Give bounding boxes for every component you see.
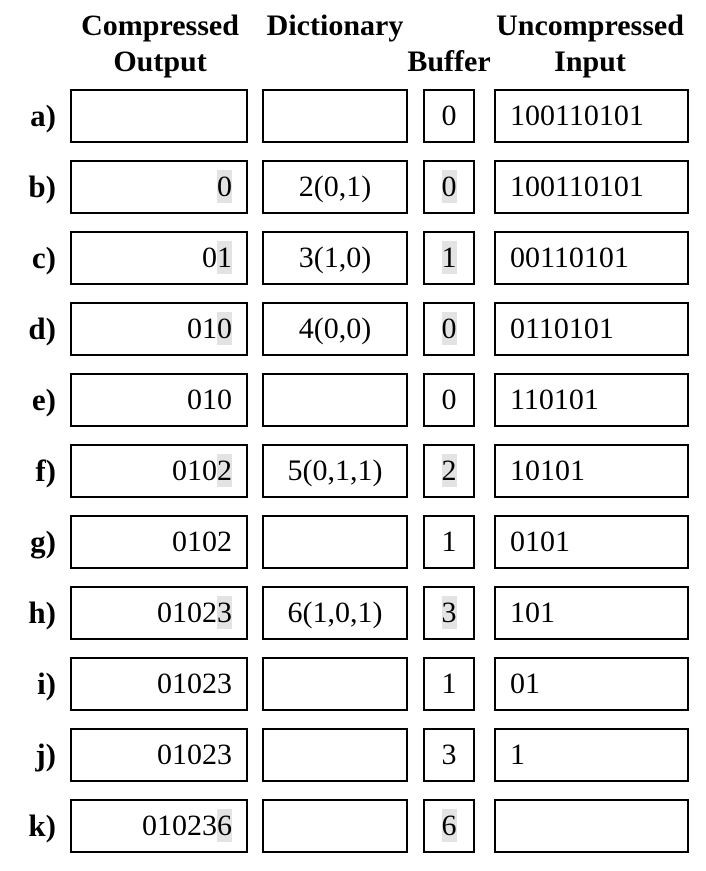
table-row — [0, 302, 706, 358]
uncompressed-input-cell — [494, 231, 689, 285]
header-buffer — [400, 44, 498, 80]
output-previous: 01023 — [157, 667, 232, 700]
uncompressed-input-cell — [494, 657, 689, 711]
output-new-symbol: 0 — [217, 170, 232, 203]
dictionary-cell — [262, 728, 408, 782]
output-previous: 0102 — [157, 596, 217, 629]
header-compressed-line1: Compressed — [81, 9, 239, 42]
compressed-output-cell — [70, 586, 248, 640]
step-label: j) — [35, 737, 56, 772]
table-row — [0, 799, 706, 855]
compressed-output-cell — [70, 728, 248, 782]
uncompressed-input-cell — [494, 799, 689, 853]
input-remaining: 1 — [510, 738, 525, 771]
input-remaining — [496, 809, 510, 842]
dictionary-entry: 6(1,0,1) — [287, 596, 383, 629]
header-compressed-line2: Output — [113, 45, 207, 78]
header-uncompressed-line1: Uncompressed — [496, 9, 684, 42]
table-row — [0, 160, 706, 216]
compressed-output-cell — [70, 799, 248, 853]
header-dictionary — [258, 8, 412, 44]
table-row — [0, 728, 706, 784]
table-row — [0, 586, 706, 642]
output-previous: 01 — [187, 312, 217, 345]
input-remaining: 10101 — [510, 454, 585, 487]
buffer-value: 6 — [441, 809, 457, 842]
output-previous: 010 — [187, 383, 232, 416]
header-buffer-label: Buffer — [407, 45, 491, 78]
dictionary-cell — [262, 302, 408, 356]
table-row — [0, 231, 706, 287]
step-label: d) — [28, 311, 56, 346]
table-row — [0, 657, 706, 713]
input-remaining: 0110101 — [510, 312, 614, 345]
buffer-cell — [423, 515, 475, 569]
buffer-cell — [423, 302, 475, 356]
compressed-output-cell — [70, 515, 248, 569]
header-compressed-output — [72, 8, 248, 80]
input-remaining: 110101 — [510, 383, 599, 416]
uncompressed-input-cell — [494, 515, 689, 569]
buffer-value: 0 — [441, 383, 457, 416]
buffer-cell — [423, 160, 475, 214]
dictionary-entry: 2(0,1) — [298, 170, 372, 203]
step-label: f) — [35, 453, 56, 488]
compressed-output-cell — [70, 160, 248, 214]
buffer-value: 1 — [441, 667, 457, 700]
dictionary-cell — [262, 586, 408, 640]
input-remaining: 100110101 — [510, 99, 644, 132]
output-new-symbol: 6 — [217, 809, 232, 842]
buffer-cell — [423, 444, 475, 498]
dictionary-cell — [262, 373, 408, 427]
table-row — [0, 444, 706, 500]
compressed-output-cell — [70, 302, 248, 356]
buffer-value: 0 — [441, 312, 457, 345]
table-row — [0, 89, 706, 145]
output-new-symbol: 1 — [217, 241, 232, 274]
dictionary-cell — [262, 231, 408, 285]
output-previous: 0 — [202, 241, 217, 274]
dictionary-entry: 4(0,0) — [298, 312, 372, 345]
dictionary-cell — [262, 799, 408, 853]
header-uncompressed-line2: Input — [554, 45, 626, 78]
output-new-symbol: 0 — [217, 312, 232, 345]
step-label: e) — [31, 382, 56, 417]
uncompressed-input-cell — [494, 89, 689, 143]
buffer-cell — [423, 799, 475, 853]
dictionary-cell — [262, 160, 408, 214]
output-previous: 010 — [172, 454, 217, 487]
buffer-value: 0 — [441, 170, 457, 203]
dictionary-cell — [262, 515, 408, 569]
input-remaining: 01 — [510, 667, 540, 700]
uncompressed-input-cell — [494, 373, 689, 427]
buffer-value: 3 — [441, 738, 457, 771]
buffer-cell — [423, 728, 475, 782]
buffer-value: 1 — [441, 525, 457, 558]
table-row — [0, 373, 706, 429]
input-remaining: 100110101 — [510, 170, 644, 203]
uncompressed-input-cell — [494, 302, 689, 356]
header-uncompressed-input — [488, 8, 692, 80]
output-new-symbol: 2 — [217, 454, 232, 487]
output-new-symbol: 3 — [217, 596, 232, 629]
buffer-value: 1 — [441, 241, 457, 274]
uncompressed-input-cell — [494, 728, 689, 782]
step-label: h) — [28, 595, 56, 630]
uncompressed-input-cell — [494, 160, 689, 214]
dictionary-cell — [262, 89, 408, 143]
compressed-output-cell — [70, 657, 248, 711]
compressed-output-cell — [70, 231, 248, 285]
step-label: c) — [31, 240, 56, 275]
uncompressed-input-cell — [494, 444, 689, 498]
step-label: b) — [28, 169, 56, 204]
header-dictionary-label: Dictionary — [266, 9, 404, 42]
step-label: a) — [30, 98, 56, 133]
input-remaining: 0101 — [510, 525, 570, 558]
table-row — [0, 515, 706, 571]
output-previous: 01023 — [157, 738, 232, 771]
step-label: i) — [37, 666, 56, 701]
buffer-value: 2 — [441, 454, 457, 487]
input-remaining: 00110101 — [510, 241, 629, 274]
compressed-output-cell — [70, 373, 248, 427]
buffer-value: 3 — [441, 596, 457, 629]
output-previous: 0102 — [172, 525, 232, 558]
uncompressed-input-cell — [494, 586, 689, 640]
dictionary-entry: 3(1,0) — [298, 241, 372, 274]
dictionary-cell — [262, 657, 408, 711]
dictionary-entry: 5(0,1,1) — [287, 454, 383, 487]
output-previous: 01023 — [142, 809, 217, 842]
buffer-cell — [423, 89, 475, 143]
buffer-cell — [423, 231, 475, 285]
buffer-value: 0 — [441, 99, 457, 132]
buffer-cell — [423, 586, 475, 640]
dictionary-cell — [262, 444, 408, 498]
step-label: g) — [30, 524, 56, 559]
buffer-cell — [423, 657, 475, 711]
compressed-output-cell — [70, 89, 248, 143]
input-remaining: 101 — [510, 596, 555, 629]
step-label: k) — [28, 808, 56, 843]
compressed-output-cell — [70, 444, 248, 498]
buffer-cell — [423, 373, 475, 427]
